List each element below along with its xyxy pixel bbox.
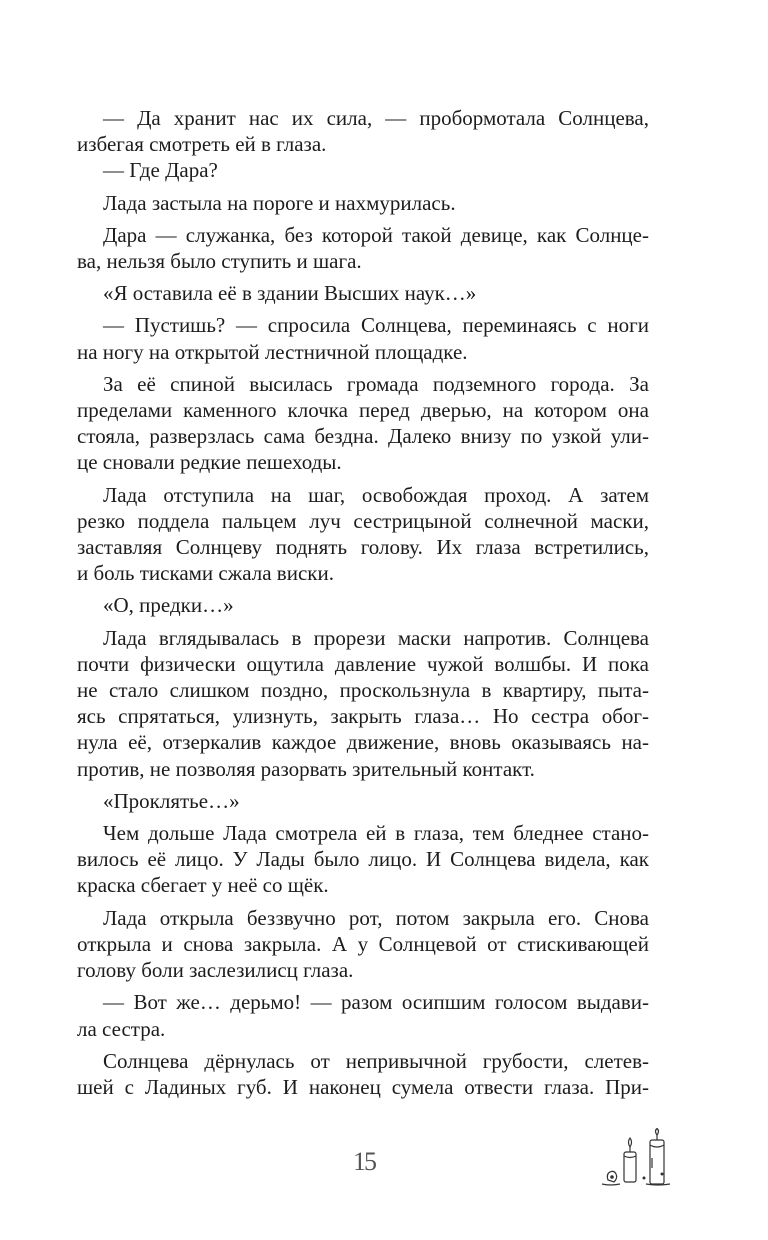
text-line: «Проклятье…»	[103, 788, 240, 813]
paragraph	[77, 788, 649, 814]
text-line: ва, нельзя было ступить и шага.	[77, 249, 362, 274]
text-line: нула её, отзеркалив каждое движение, вновь оказываясь на-	[77, 730, 649, 755]
text-line: не стало слишком поздно, проскользнула в квартиру, пыта-	[77, 678, 649, 703]
paragraph	[77, 482, 649, 587]
text-line: вилось её лицо. У Лады было лицо. И Солнцева видела, как	[77, 847, 649, 872]
text-line: Лада открыла беззвучно рот, потом закрыла его. Снова	[103, 905, 649, 930]
text-line: и боль тисками сжала виски.	[77, 561, 334, 586]
text-line: ла сестра.	[77, 1016, 166, 1041]
paragraph	[77, 1048, 649, 1100]
text-line: заставляя Солнцеву поднять голову. Их глаза встретились,	[77, 535, 649, 560]
text-line: стояла, разверзлась сама бездна. Далеко внизу по узкой ули-	[77, 424, 649, 449]
paragraph	[77, 190, 649, 216]
text-line: голову боли заслезилисц глаза.	[77, 958, 354, 983]
paragraph	[77, 280, 649, 306]
text-line: — Вот же… дерьмо! — разом осипшим голосом выдави-	[103, 990, 649, 1015]
text-line: — Пустишь? — спросила Солнцева, переминаясь с ноги	[103, 313, 649, 338]
paragraph	[77, 222, 649, 274]
text-line: — Да хранит нас их сила, — пробормотала Солнцева,	[103, 106, 649, 130]
text-line: Дара — служанка, без которой такой девице, как Солнце-	[103, 222, 649, 247]
text-line: ясь спрятаться, улизнуть, закрыть глаза… Но сестра обог-	[77, 704, 649, 729]
paragraph	[77, 625, 649, 782]
text-line: «Я оставила её в здании Высших наук…»	[103, 281, 477, 306]
text-line: «О, предки…»	[103, 593, 234, 618]
paragraph	[77, 312, 649, 364]
text-line: резко поддела пальцем луч сестрицыной солнечной маски,	[77, 508, 649, 533]
paragraph	[77, 820, 649, 899]
text-line: краска сбегает у неё со щёк.	[77, 873, 329, 898]
paragraph	[77, 371, 649, 476]
text-line: пределами каменного клочка перед дверью, на котором она	[77, 398, 649, 423]
candles-icon	[600, 1128, 678, 1188]
page-number: 15	[353, 1147, 375, 1176]
paragraph	[77, 592, 649, 618]
text-line: Лада отступила на шаг, освобождая проход. А затем	[103, 482, 649, 507]
text-line: Лада вглядывалась в прорези маски напротив. Солнцева	[103, 625, 649, 650]
paragraph	[77, 905, 649, 984]
text-line: почти физически ощутила давление чужой волшбы. И пока	[77, 651, 649, 676]
text-line: — Где Дара?	[103, 158, 218, 183]
text-line: открыла и снова закрыла. А у Солнцевой от стискивающей	[77, 931, 649, 956]
text-line: Солнцева дёрнулась от непривычной грубости, слетев-	[103, 1048, 649, 1073]
text-line: Лада застыла на пороге и нахмурилась.	[103, 190, 456, 215]
text-line: За её спиной высилась громада подземного города. За	[103, 371, 649, 396]
page-text	[77, 105, 649, 1100]
text-line: на ногу на открытой лестничной площадке.	[77, 339, 468, 364]
text-line: избегая смотреть ей в глаза.	[77, 132, 327, 157]
paragraph	[77, 157, 649, 183]
text-line: шей с Ладиных губ. И наконец сумела отвести глаза. При-	[77, 1074, 649, 1099]
text-line: против, не позволяя разорвать зрительный контакт.	[77, 756, 535, 781]
paragraph	[77, 989, 649, 1041]
paragraph	[77, 105, 649, 157]
text-line: це сновали редкие пешеходы.	[77, 450, 342, 475]
text-line: Чем дольше Лада смотрела ей в глаза, тем бледнее стано-	[103, 821, 649, 846]
